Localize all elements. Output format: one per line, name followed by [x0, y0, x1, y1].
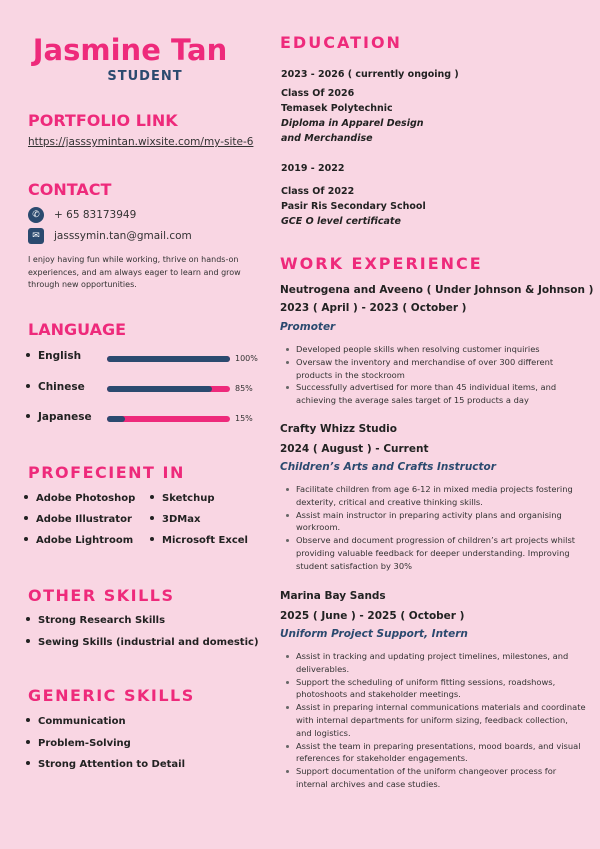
language-bar-japanese — [107, 416, 230, 422]
job-entry — [280, 587, 464, 625]
duty-item: Facilitate children from age 6-12 in mixed media projects fostering dexterity, critical and creative thinking skills. — [296, 483, 586, 509]
job-role: Children’s Arts and Crafts Instructor — [280, 461, 496, 473]
job-duties — [280, 343, 586, 407]
duty-item: Assist the team in preparing presentations, mood boards, and visual references for stakeholder engagements. — [296, 740, 586, 766]
education-period: 2019 - 2022 — [281, 163, 345, 174]
job-role: Uniform Project Support, Intern — [280, 628, 468, 640]
software-item: Adobe Illustrator — [24, 514, 132, 525]
language-item: English — [26, 350, 81, 362]
job-period: 2025 ( June ) - 2025 ( October ) — [280, 610, 465, 622]
generic-skill-item: Communication — [26, 716, 126, 727]
work-heading: WORK EXPERIENCE — [280, 254, 483, 273]
job-company: Neutrogena and Aveeno ( Under Johnson & Johnson ) — [280, 284, 594, 296]
education-entry — [281, 86, 424, 146]
job-role: Promoter — [280, 321, 336, 333]
education-period: 2023 - 2026 ( currently ongoing ) — [281, 69, 459, 80]
mail-icon: ✉ — [28, 228, 44, 244]
duty-item: Support the scheduling of uniform fitting sessions, roadshows, photoshoots and stakeholder meetings. — [296, 676, 586, 702]
software-item: Adobe Photoshop — [24, 493, 135, 504]
other-skill-item: Sewing Skills (industrial and domestic) — [26, 637, 259, 648]
job-duties — [280, 650, 586, 791]
language-heading: LANGUAGE — [28, 320, 127, 339]
about-text: I enjoy having fun while working, thrive on hands-on experiences, and am always eager to learn and grow through new opportunities. — [28, 255, 241, 289]
education-qualification: and Merchandise — [281, 133, 373, 144]
education-qualification: Diploma in Apparel Design — [281, 118, 424, 129]
duty-item: Assist in preparing internal communications materials and coordinate with internal departments for uniform sizing, feedback collection, and logistics. — [296, 702, 586, 738]
duty-item: Support documentation of the uniform changeover process for internal archives and case studies. — [296, 765, 586, 791]
other-skills-heading: OTHER SKILLS — [28, 586, 175, 605]
candidate-role: STUDENT — [107, 69, 183, 84]
education-heading: EDUCATION — [280, 33, 402, 52]
contact-phone[interactable]: + 65 83173949 — [54, 209, 137, 221]
duty-item: Developed people skills when resolving customer inquiries — [296, 343, 586, 356]
generic-skill-item: Strong Attention to Detail — [26, 759, 185, 770]
job-entry — [280, 281, 593, 317]
software-item: Microsoft Excel — [150, 535, 248, 546]
duty-item: Oversaw the inventory and merchandise of over 300 different products in the stockroom — [296, 356, 586, 382]
language-percent: 85% — [235, 384, 253, 393]
contact-heading: CONTACT — [28, 180, 112, 199]
proficient-heading: PROFECIENT IN — [28, 463, 185, 482]
job-company: Marina Bay Sands — [280, 590, 386, 602]
contact-email-row — [28, 228, 192, 244]
language-item: Chinese — [26, 381, 85, 393]
software-item: 3DMax — [150, 514, 200, 525]
duty-item: Successfully advertised for more than 45 individual items, and achieving the average sales target of 15 products a day — [296, 381, 586, 407]
language-percent: 100% — [235, 354, 258, 363]
language-bar-chinese — [107, 386, 230, 392]
education-class: Class Of 2022 — [281, 186, 355, 197]
generic-skill-item: Problem-Solving — [26, 738, 131, 749]
language-percent: 15% — [235, 414, 253, 423]
other-skill-item: Strong Research Skills — [26, 615, 165, 626]
job-entry — [280, 420, 428, 458]
education-class: Class Of 2026 — [281, 88, 355, 99]
portfolio-heading: PORTFOLIO LINK — [28, 111, 178, 130]
job-duties — [280, 483, 586, 573]
education-school: Temasek Polytechnic — [281, 103, 393, 114]
education-qualification: GCE O level certificate — [281, 216, 401, 227]
duty-item: Assist main instructor in preparing activity plans and organising workroom. — [296, 509, 586, 535]
education-school: Pasir Ris Secondary School — [281, 201, 426, 212]
contact-email[interactable]: jasssymin.tan@gmail.com — [54, 230, 192, 242]
candidate-name: Jasmine Tan — [32, 33, 228, 67]
job-period: 2023 ( April ) - 2023 ( October ) — [280, 302, 467, 314]
duty-item: Observe and document progression of children’s art projects whilst providing valuable feedback for deeper understanding. Improving student satisfaction by 30% — [296, 534, 586, 572]
contact-phone-row — [28, 207, 136, 223]
software-item: Sketchup — [150, 493, 214, 504]
job-period: 2024 ( August ) - Current — [280, 443, 429, 455]
phone-icon: ✆ — [28, 207, 44, 223]
software-item: Adobe Lightroom — [24, 535, 133, 546]
duty-item: Assist in tracking and updating project timelines, milestones, and deliverables. — [296, 650, 586, 676]
portfolio-link[interactable]: https://jasssymintan.wixsite.com/my-site-6 — [28, 136, 254, 148]
job-company: Crafty Whizz Studio — [280, 423, 397, 435]
language-bar-english — [107, 356, 230, 362]
language-item: Japanese — [26, 411, 92, 423]
generic-skills-heading: GENERIC SKILLS — [28, 686, 195, 705]
education-entry — [281, 184, 426, 229]
